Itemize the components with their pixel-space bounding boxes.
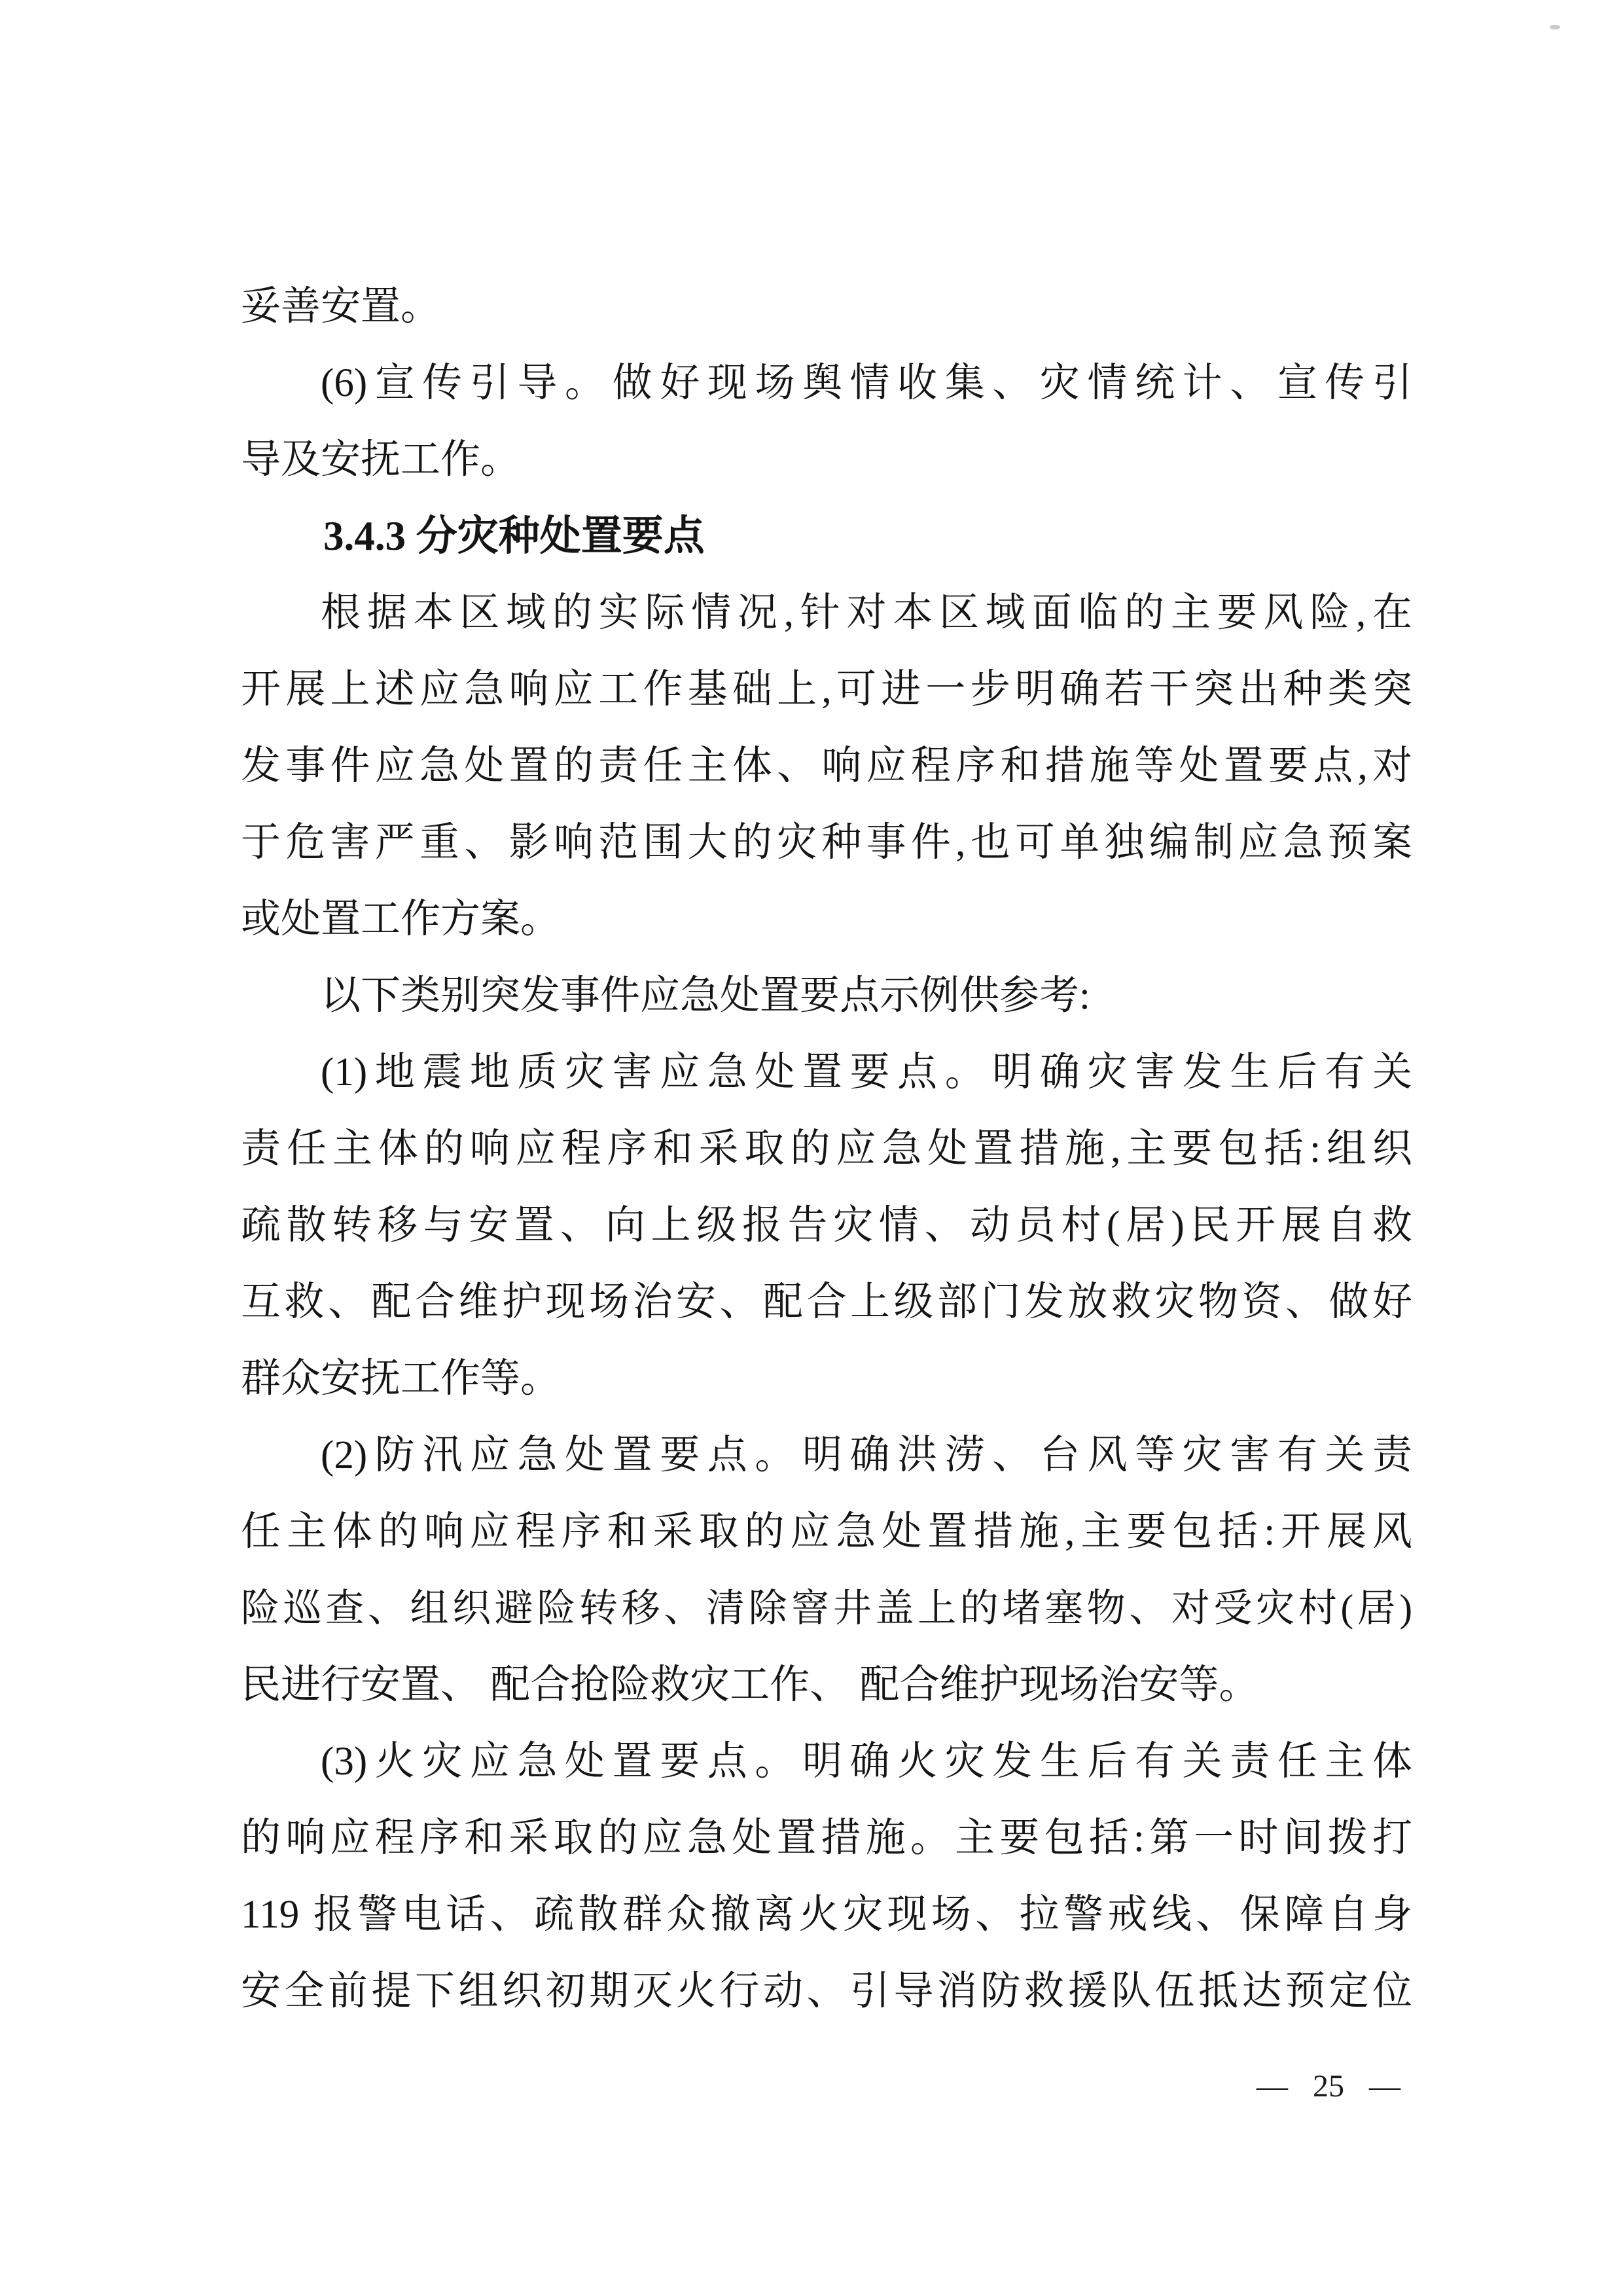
text-line: (6)宣传引导。做好现场舆情收集、灾情统计、宣传引	[321, 361, 1412, 405]
text-line: 以下类别突发事件应急处置要点示例供参考:	[321, 974, 1090, 1018]
text-line: 妥善安置。	[241, 285, 441, 329]
text-line: (1)地震地质灾害应急处置要点。明确灾害发生后有关	[321, 1050, 1412, 1094]
text-line: 的响应程序和采取的应急处置措施。主要包括:第一时间拨打	[241, 1816, 1412, 1860]
text-line: 险巡查、组织避险转移、清除窨井盖上的堵塞物、对受灾村(居)	[241, 1587, 1412, 1630]
text-line: 开展上述应急响应工作基础上,可进一步明确若干突出种类突	[241, 668, 1412, 711]
text-line: 互救、配合维护现场治安、配合上级部门发放救灾物资、做好	[241, 1280, 1412, 1324]
text-line: 责任主体的响应程序和采取的应急处置措施,主要包括:组织	[241, 1127, 1412, 1171]
text-line: 发事件应急处置的责任主体、响应程序和措施等处置要点,对	[241, 744, 1412, 788]
text-line: 于危害严重、影响范围大的灾种事件,也可单独编制应急预案	[241, 821, 1412, 865]
text-line: 119 报警电话、疏散群众撤离火灾现场、拉警戒线、保障自身	[241, 1893, 1412, 1937]
page-number: — 25 —	[1257, 2069, 1400, 2104]
text-line: 民进行安置、 配合抢险救灾工作、 配合维护现场治安等。	[241, 1663, 1259, 1707]
text-line: 任主体的响应程序和采取的应急处置措施,主要包括:开展风	[241, 1510, 1412, 1554]
text-line: 或处置工作方案。	[241, 897, 561, 941]
text-line: (3)火灾应急处置要点。明确火灾发生后有关责任主体	[321, 1740, 1412, 1784]
text-line: (2)防汛应急处置要点。明确洪涝、台风等灾害有关责	[321, 1433, 1412, 1477]
text-line: 群众安抚工作等。	[241, 1357, 561, 1401]
text-line: 安全前提下组织初期灭火行动、引导消防救援队伍抵达预定位	[241, 1969, 1412, 2013]
document-body	[241, 268, 1412, 2030]
section-heading: 3.4.3 分灾种处置要点	[323, 513, 705, 559]
scan-artifact-mark	[1550, 25, 1560, 29]
text-line: 疏散转移与安置、向上级报告灾情、动员村(居)民开展自救	[241, 1204, 1412, 1247]
text-line: 导及安抚工作。	[241, 438, 521, 482]
text-line: 根据本区域的实际情况,针对本区域面临的主要风险,在	[321, 591, 1412, 635]
